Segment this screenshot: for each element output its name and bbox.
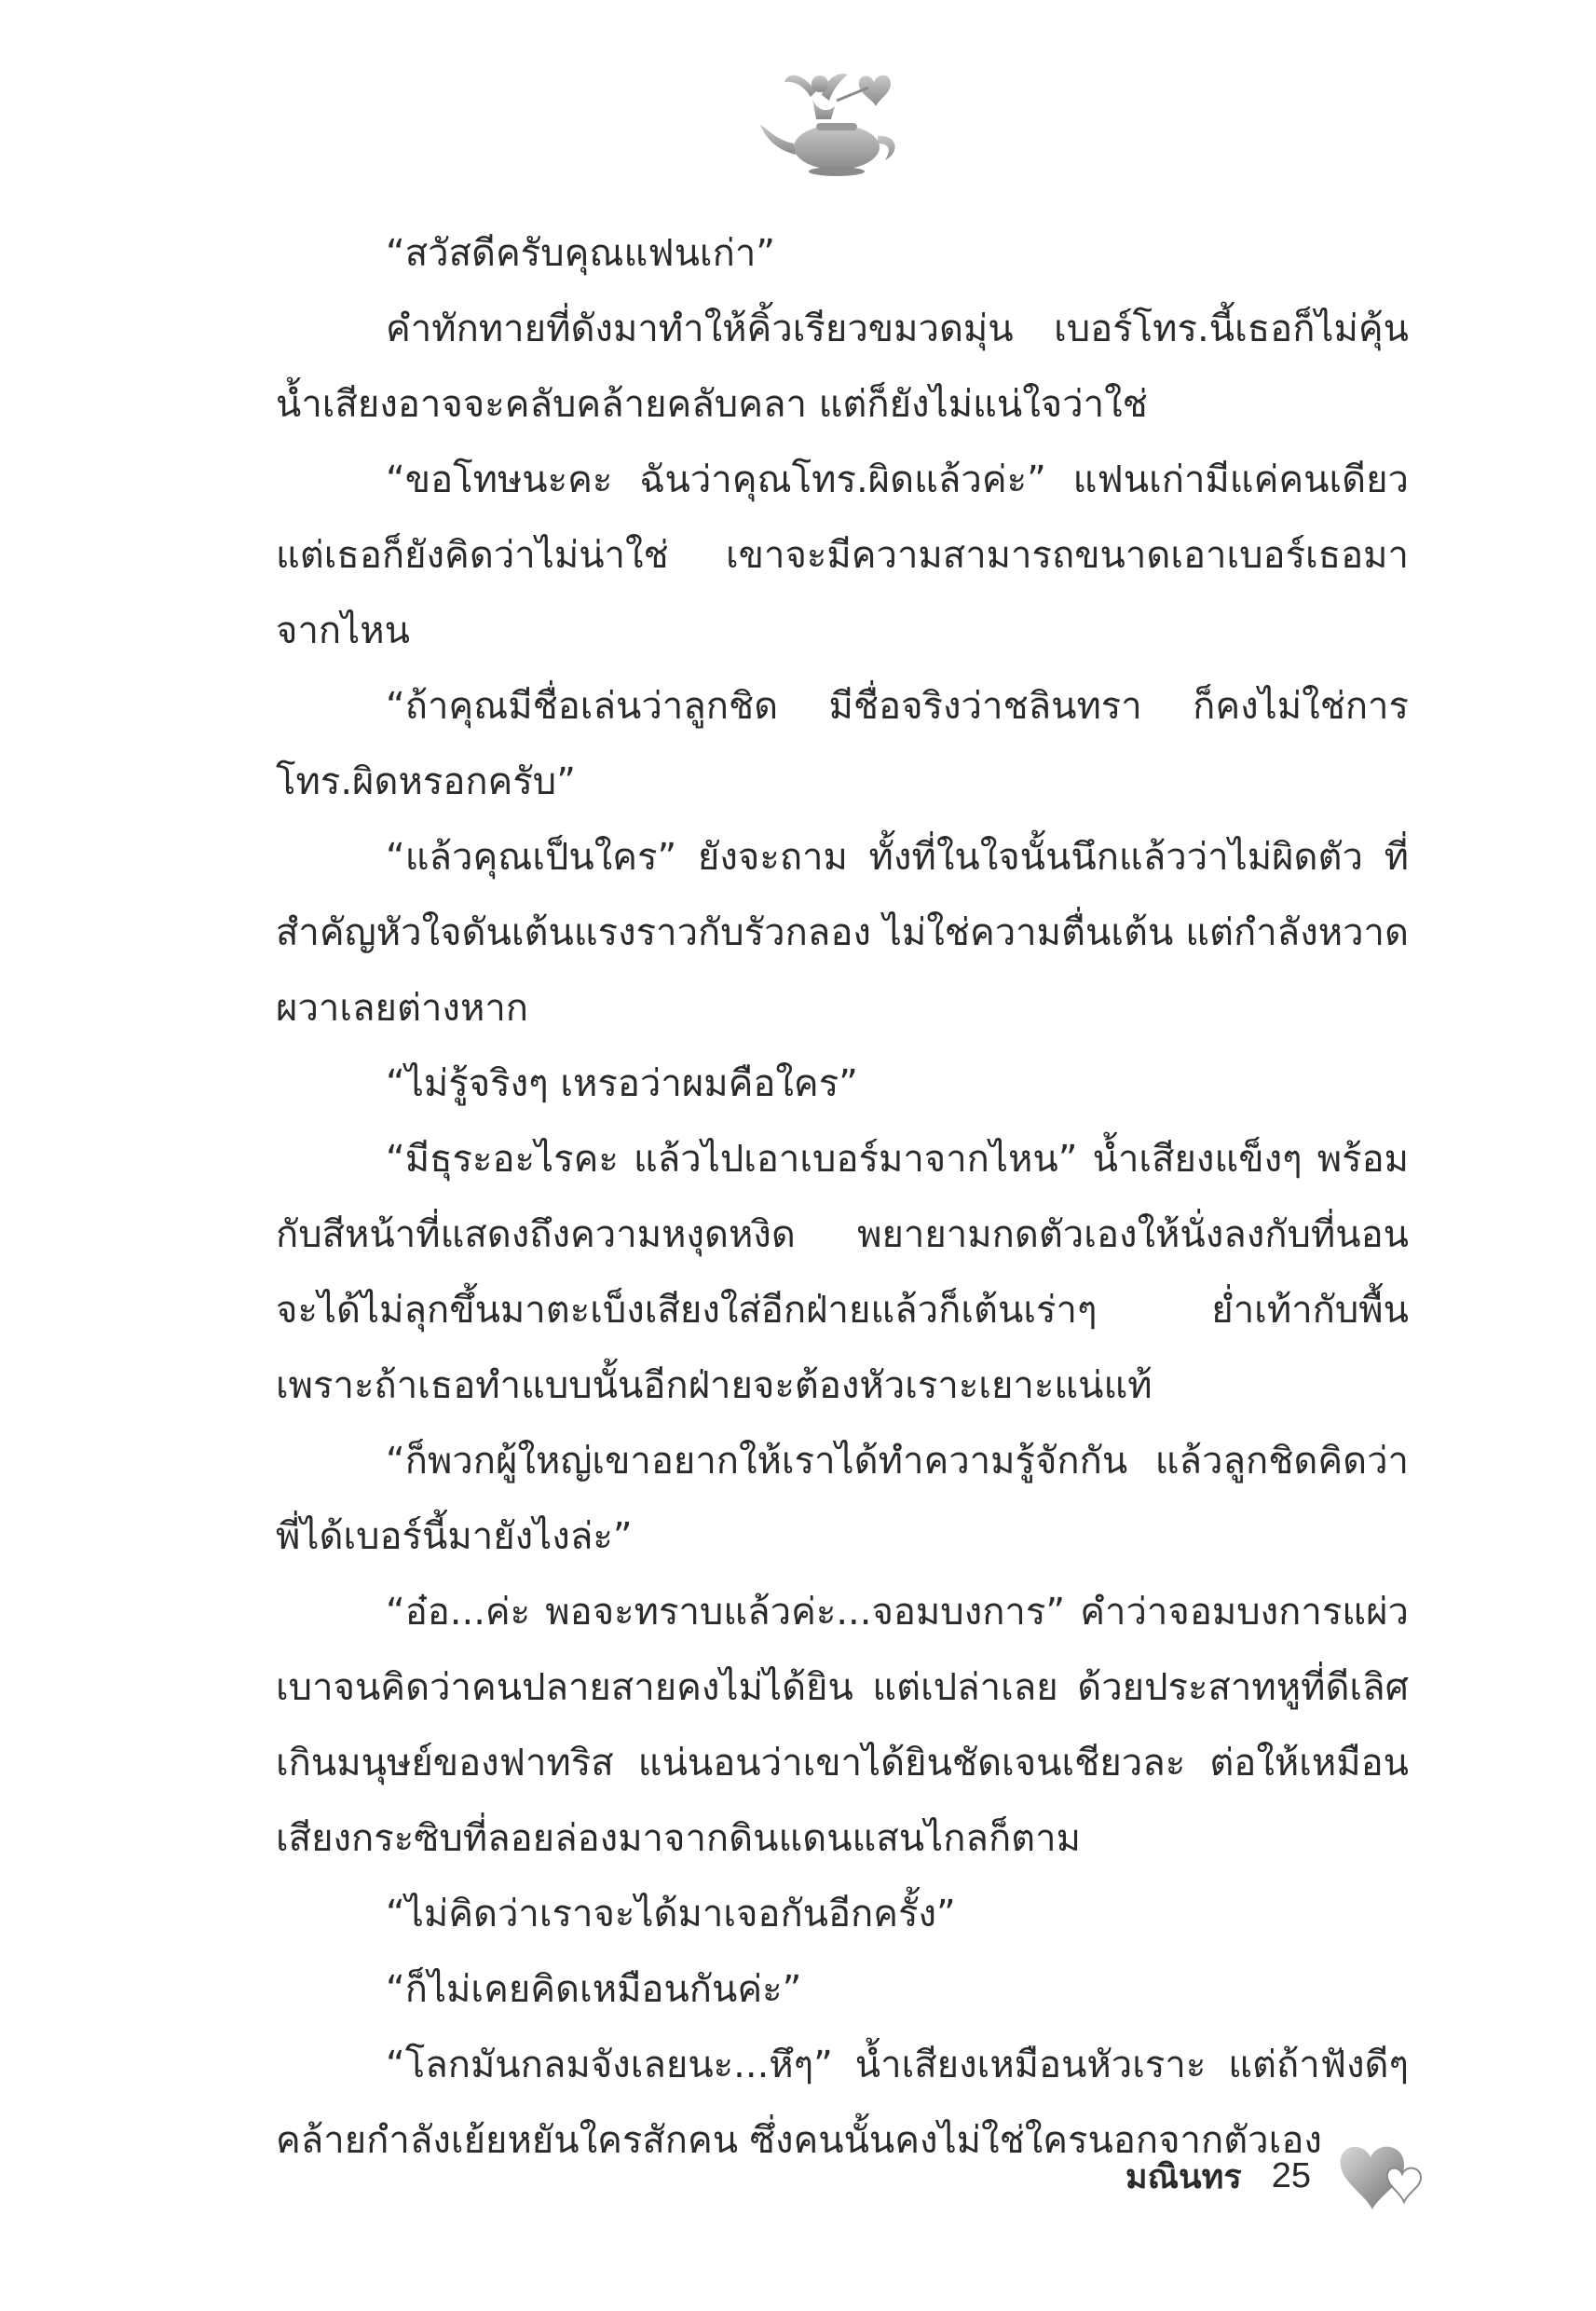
paragraph: “มีธุระอะไรคะ แล้วไปเอาเบอร์มาจากไหน” น้ำเสียงแข็งๆ พร้อมกับสีหน้าที่แสดงถึงความหงุดหงิด พยายามกดตัวเองให้นั่งลงกับที่นอน จะได้ไม่ลุกขึ้นมาตะเบ็งเสียงใส่อีกฝ่ายแล้วก็เต้นเร่าๆ ย่ำเท้ากับพื้น เพราะถ้าเธอทำแบบนั้นอีกฝ่ายจะต้องหัวเราะเยาะแน่แท้ <box>276 1138 1409 1407</box>
page-footer <box>1125 2134 1428 2218</box>
paragraph: “โลกมันกลมจังเลยนะ...หึๆ” น้ำเสียงเหมือนหัวเราะ แต่ถ้าฟังดีๆ คล้ายกำลังเย้ยหยันใครสักคน ซึ่งคนนั้นคงไม่ใช่ใครนอกจากตัวเอง <box>276 2044 1409 2162</box>
paragraph: “แล้วคุณเป็นใคร” ยังจะถาม ทั้งที่ในใจนั้นนึกแล้วว่าไม่ผิดตัว ที่สำคัญหัวใจดันเต้นแรงราวกับรัวกลอง ไม่ใช่ความตื่นเต้น แต่กำลังหวาดผวาเลยต่างหาก <box>276 836 1409 1030</box>
paragraph: “อ๋อ...ค่ะ พอจะทราบแล้วค่ะ...จอมบงการ” คำว่าจอมบงการแผ่วเบาจนคิดว่าคนปลายสายคงไม่ได้ยิน แต่เปล่าเลย ด้วยประสาทหูที่ดีเลิศเกินมนุษย์ของฟาทริส แน่นอนว่าเขาได้ยินชัดเจนเชียวละ ต่อให้เหมือนเสียงกระซิบที่ลอยล่องมาจากดินแดนแสนไกลก็ตาม <box>276 1591 1409 1860</box>
hearts-icon <box>1335 2137 1428 2215</box>
paragraph: “สวัสดีครับคุณแฟนเก่า” <box>386 232 776 275</box>
paragraph: “ไม่รู้จริงๆ เหรอว่าผมคือใคร” <box>386 1062 858 1105</box>
cupid-teapot-ornament-icon <box>751 54 909 185</box>
paragraph: “ถ้าคุณมีชื่อเล่นว่าลูกชิด มีชื่อจริงว่าชลินทรา ก็คงไม่ใช่การโทร.ผิดหรอกครับ” <box>276 685 1409 803</box>
footer-author: มณินทร <box>1125 2157 1242 2196</box>
page-number: 25 <box>1271 2155 1311 2195</box>
paragraph: “ไม่คิดว่าเราจะได้มาเจอกันอีกครั้ง” <box>386 1893 956 1935</box>
paragraph: “ก็ไม่เคยคิดเหมือนกันค่ะ” <box>386 1968 802 2011</box>
story-text <box>276 216 1409 2179</box>
paragraph: คำทักทายที่ดังมาทำให้คิ้วเรียวขมวดมุ่น เบอร์โทร.นี้เธอก็ไม่คุ้น น้ำเสียงอาจจะคลับคล้ายคลับคลา แต่ก็ยังไม่แน่ใจว่าใช่ <box>276 308 1409 426</box>
paragraph: “ขอโทษนะคะ ฉันว่าคุณโทร.ผิดแล้วค่ะ” แฟนเก่ามีแค่คนเดียว แต่เธอก็ยังคิดว่าไม่น่าใช่ เขาจะมีความสามารถขนาดเอาเบอร์เธอมาจากไหน <box>276 458 1409 652</box>
paragraph: “ก็พวกผู้ใหญ่เขาอยากให้เราได้ทำความรู้จักกัน แล้วลูกชิดคิดว่าพี่ได้เบอร์นี้มายังไงล่ะ” <box>276 1440 1409 1558</box>
